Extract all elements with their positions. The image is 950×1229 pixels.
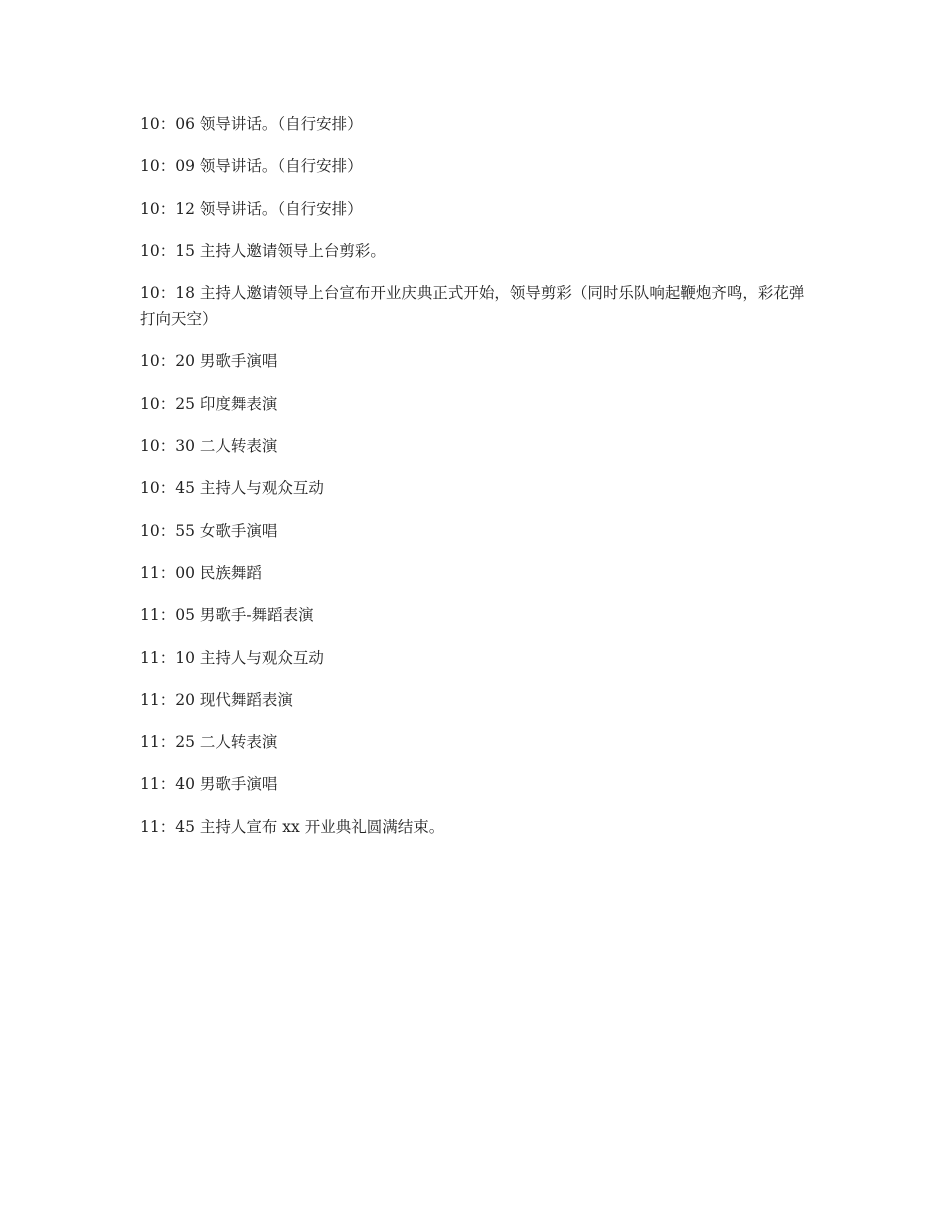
- schedule-item: 11：05 男歌手-舞蹈表演: [140, 606, 314, 625]
- schedule-item: 10：55 女歌手演唱: [140, 521, 278, 540]
- schedule-item: 11：25 二人转表演: [140, 733, 278, 752]
- schedule-item: 10：45 主持人与观众互动: [140, 479, 324, 498]
- schedule-item: 10：20 男歌手演唱: [140, 352, 278, 371]
- schedule-list: [140, 111, 810, 856]
- schedule-item: 10：12 领导讲话。（自行安排）: [140, 199, 363, 218]
- schedule-item: 10：15 主持人邀请领导上台剪彩。: [140, 241, 386, 260]
- schedule-item: 11：10 主持人与观众互动: [140, 648, 324, 667]
- schedule-item: 10：18 主持人邀请领导上台宣布开业庆典正式开始，领导剪彩（同时乐队响起鞭炮齐鸣，彩花弹打向天空）: [140, 284, 805, 329]
- schedule-item: 11：45 主持人宣布 xx 开业典礼圆满结束。: [140, 817, 445, 836]
- schedule-item: 10：30 二人转表演: [140, 437, 278, 456]
- schedule-item: 10：25 印度舞表演: [140, 394, 278, 413]
- schedule-item: 11：00 民族舞蹈: [140, 563, 262, 582]
- schedule-item: 10：09 领导讲话。（自行安排）: [140, 157, 363, 176]
- schedule-item: 10：06 领导讲话。（自行安排）: [140, 115, 363, 133]
- schedule-item: 11：40 男歌手演唱: [140, 775, 278, 794]
- schedule-item: 11：20 现代舞蹈表演: [140, 690, 293, 709]
